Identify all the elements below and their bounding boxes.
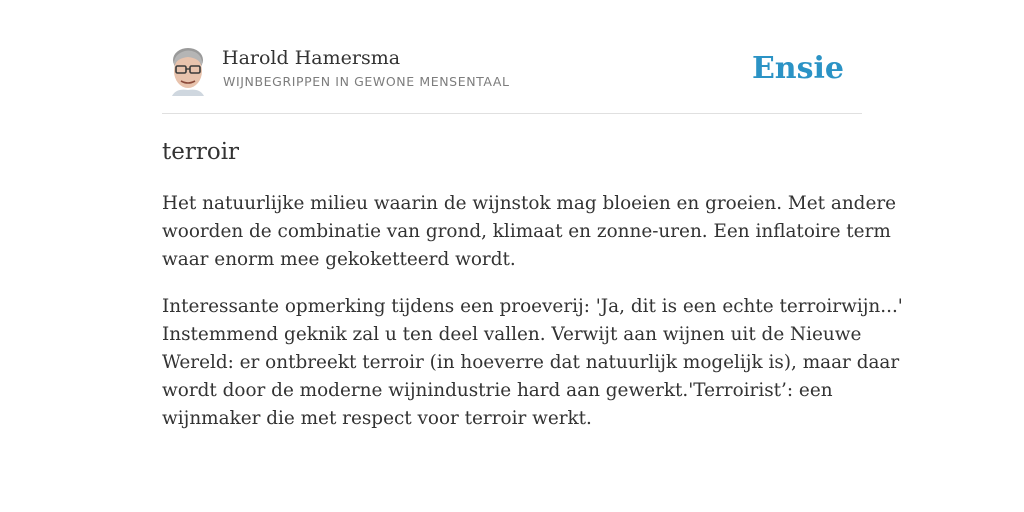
paragraph-line: wijnmaker die met respect voor terroir werkt. xyxy=(162,408,592,429)
header-divider xyxy=(162,113,862,114)
paragraph-line: Het natuurlijke milieu waarin de wijnstok mag bloeien en groeien. Met andere xyxy=(162,193,897,214)
author-avatar xyxy=(166,46,210,96)
definition-paragraph-1 xyxy=(162,190,897,274)
paragraph-line: Instemmend geknik zal u ten deel vallen. Verwijt aan wijnen uit de Nieuwe xyxy=(162,324,862,345)
entry-term: terroir xyxy=(162,139,240,165)
definition-paragraph-2 xyxy=(162,293,903,433)
paragraph-line: wordt door de moderne wijnindustrie hard aan gewerkt.'Terroirist’: een xyxy=(162,380,833,401)
author-header xyxy=(162,40,862,113)
author-subtitle: WIJNBEGRIPPEN IN GEWONE MENSENTAAL xyxy=(223,74,510,89)
paragraph-line: woorden de combinatie van grond, klimaat en zonne-uren. Een inflatoire term xyxy=(162,221,891,242)
ensie-logo[interactable]: Ensie xyxy=(751,51,844,86)
author-name[interactable]: Harold Hamersma xyxy=(222,47,401,69)
paragraph-line: waar enorm mee gekoketteerd wordt. xyxy=(162,249,516,270)
paragraph-line: Wereld: er ontbreekt terroir (in hoeverre dat natuurlijk mogelijk is), maar daar xyxy=(162,352,900,373)
paragraph-line: Interessante opmerking tijdens een proeverij: 'Ja, dit is een echte terroirwijn...' xyxy=(162,296,903,317)
